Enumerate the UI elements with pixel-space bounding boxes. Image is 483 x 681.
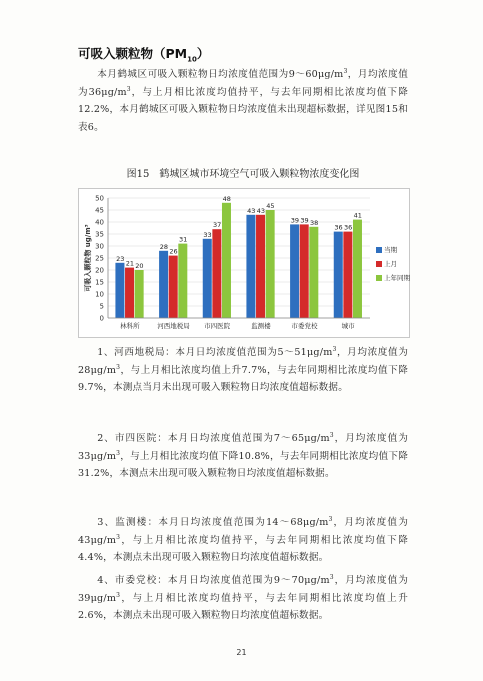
intro-part-3: ，与上月相比浓度均值持平，与去年同期相比浓度均值下降12.2%，本月鹤城区可吸入颗粒物日均浓度值未出现超标数据，详见图15和表6。 bbox=[78, 86, 408, 133]
bar bbox=[178, 244, 187, 318]
section-3-paragraph bbox=[78, 514, 408, 567]
bar bbox=[159, 251, 168, 318]
section-heading bbox=[78, 44, 209, 64]
intro-part-1: 本月鹤城区可吸入颗粒物日均浓度值范围为9～60μg/m bbox=[97, 69, 344, 80]
y-tick-label: 10 bbox=[95, 290, 104, 299]
bar bbox=[309, 227, 318, 318]
x-tick-label: 河西地税局 bbox=[157, 322, 190, 330]
section-3-part-2: ，月均浓度值为43μg/m bbox=[78, 517, 408, 546]
section-3-part-1: 3、监测楼：本月日均浓度值范围为14～68μg/m bbox=[97, 517, 329, 528]
section-1-part-3: ，与上月相比浓度均值上升7.7%，与去年同期相比浓度均值下降9.7%，本测点当月未出现可吸入颗粒物日均浓度值超标数据。 bbox=[78, 364, 408, 393]
bar bbox=[246, 215, 255, 318]
section-1-paragraph bbox=[78, 344, 408, 397]
x-tick-label: 城市 bbox=[341, 322, 355, 330]
y-tick-label: 25 bbox=[95, 254, 104, 263]
data-label: 36 bbox=[334, 223, 343, 232]
superscript-3: 3 bbox=[116, 591, 121, 599]
data-label: 39 bbox=[290, 216, 300, 225]
section-4-paragraph bbox=[78, 572, 408, 625]
legend-label: 上年同期 bbox=[384, 274, 410, 282]
heading-subscript: 10 bbox=[187, 55, 197, 64]
superscript-3: 3 bbox=[116, 449, 121, 457]
data-label: 37 bbox=[213, 221, 222, 230]
y-tick-label: 45 bbox=[95, 206, 104, 215]
superscript-3: 3 bbox=[328, 515, 333, 523]
page-number: 21 bbox=[236, 648, 247, 657]
bar bbox=[266, 210, 275, 318]
x-tick-label: 林科所 bbox=[120, 322, 140, 330]
bar bbox=[334, 232, 343, 318]
heading-close: ） bbox=[196, 46, 210, 61]
y-tick-label: 40 bbox=[95, 218, 104, 227]
section-2-paragraph bbox=[78, 430, 408, 483]
data-label: 26 bbox=[169, 247, 178, 256]
section-1-part-1: 1、河西地税局：本月日均浓度值范围为5～51μg/m bbox=[97, 347, 333, 358]
y-tick-label: 50 bbox=[95, 194, 104, 203]
bar bbox=[203, 239, 212, 318]
section-2-part-2: ，月均浓度值为33μg/m bbox=[78, 433, 408, 462]
data-label: 28 bbox=[159, 242, 169, 251]
y-tick-label: 35 bbox=[95, 230, 104, 239]
chart-y-label: 可吸入颗粒物 ug/m³ bbox=[84, 224, 92, 292]
section-1-part-2: ，月均浓度值为28μg/m bbox=[78, 347, 408, 376]
y-tick-label: 30 bbox=[95, 242, 104, 251]
bar bbox=[125, 268, 134, 318]
intro-part-2: ，月均浓度值为36μg/m bbox=[78, 69, 408, 98]
pm10-bar-chart bbox=[78, 188, 410, 338]
bar bbox=[256, 215, 265, 318]
superscript-3: 3 bbox=[116, 363, 121, 371]
legend-label: 上月 bbox=[384, 260, 397, 268]
intro-paragraph bbox=[78, 66, 408, 136]
section-2-part-1: 2、市四医院：本月日均浓度值范围为7～65μg/m bbox=[97, 433, 330, 444]
superscript-3: 3 bbox=[126, 85, 131, 93]
legend-label: 当期 bbox=[384, 246, 397, 254]
superscript-3: 3 bbox=[329, 573, 334, 581]
data-label: 48 bbox=[222, 194, 231, 203]
data-label: 21 bbox=[125, 259, 134, 268]
legend-swatch bbox=[376, 261, 382, 267]
bar bbox=[115, 263, 124, 318]
data-label: 45 bbox=[266, 202, 275, 210]
heading-text: 可吸入颗粒物（PM bbox=[78, 46, 188, 61]
legend-swatch bbox=[376, 247, 382, 253]
bar bbox=[212, 229, 221, 318]
data-label: 43 bbox=[256, 206, 265, 215]
section-3-part-3: ，与上月相比浓度均值持平，与去年同期相比浓度均值下降4.4%，本测点未出现可吸入颗粒物日均浓度值超标数据。 bbox=[78, 534, 408, 563]
data-label: 39 bbox=[300, 216, 309, 225]
y-tick-label: 15 bbox=[95, 278, 104, 287]
superscript-3: 3 bbox=[332, 345, 337, 353]
bar bbox=[135, 270, 144, 318]
section-2-part-3: ，与上月相比浓度均值下降10.8%，与去年同期相比浓度均值下降31.2%，本测点未出现可吸入颗粒物日均浓度值超标数据。 bbox=[78, 450, 408, 479]
data-label: 36 bbox=[344, 223, 353, 232]
figure-caption: 图15 鹤城区城市环境空气可吸入颗粒物浓度变化图 bbox=[126, 169, 360, 180]
x-tick-label: 市四医院 bbox=[204, 322, 231, 330]
superscript-3: 3 bbox=[329, 431, 334, 439]
y-tick-label: 20 bbox=[95, 266, 104, 275]
bar bbox=[300, 224, 309, 318]
bar bbox=[343, 232, 352, 318]
bar bbox=[169, 256, 178, 318]
x-tick-label: 市委党校 bbox=[291, 322, 318, 330]
data-label: 38 bbox=[309, 218, 319, 227]
bar bbox=[353, 220, 362, 318]
superscript-3: 3 bbox=[343, 67, 348, 75]
section-4-part-3: ，与上月相比浓度均值持平，与去年同期相比浓度均值上升2.6%，本测点未出现可吸入颗粒物日均浓度值超标数据。 bbox=[78, 592, 408, 621]
data-label: 31 bbox=[178, 235, 188, 244]
data-label: 41 bbox=[353, 211, 362, 220]
data-label: 43 bbox=[247, 206, 256, 215]
data-label: 23 bbox=[116, 254, 125, 263]
legend-swatch bbox=[376, 275, 382, 281]
bar bbox=[222, 203, 231, 318]
y-tick-label: 5 bbox=[99, 302, 104, 311]
section-4-part-2: ，月均浓度值为39μg/m bbox=[78, 575, 408, 604]
section-4-part-1: 4、市委党校：本月日均浓度值范围为9～70μg/m bbox=[97, 575, 330, 586]
data-label: 20 bbox=[135, 262, 144, 270]
y-tick-label: 0 bbox=[99, 314, 104, 323]
bar bbox=[290, 224, 299, 318]
x-tick-label: 监测楼 bbox=[251, 322, 271, 330]
data-label: 33 bbox=[203, 230, 212, 239]
superscript-3: 3 bbox=[116, 533, 121, 541]
